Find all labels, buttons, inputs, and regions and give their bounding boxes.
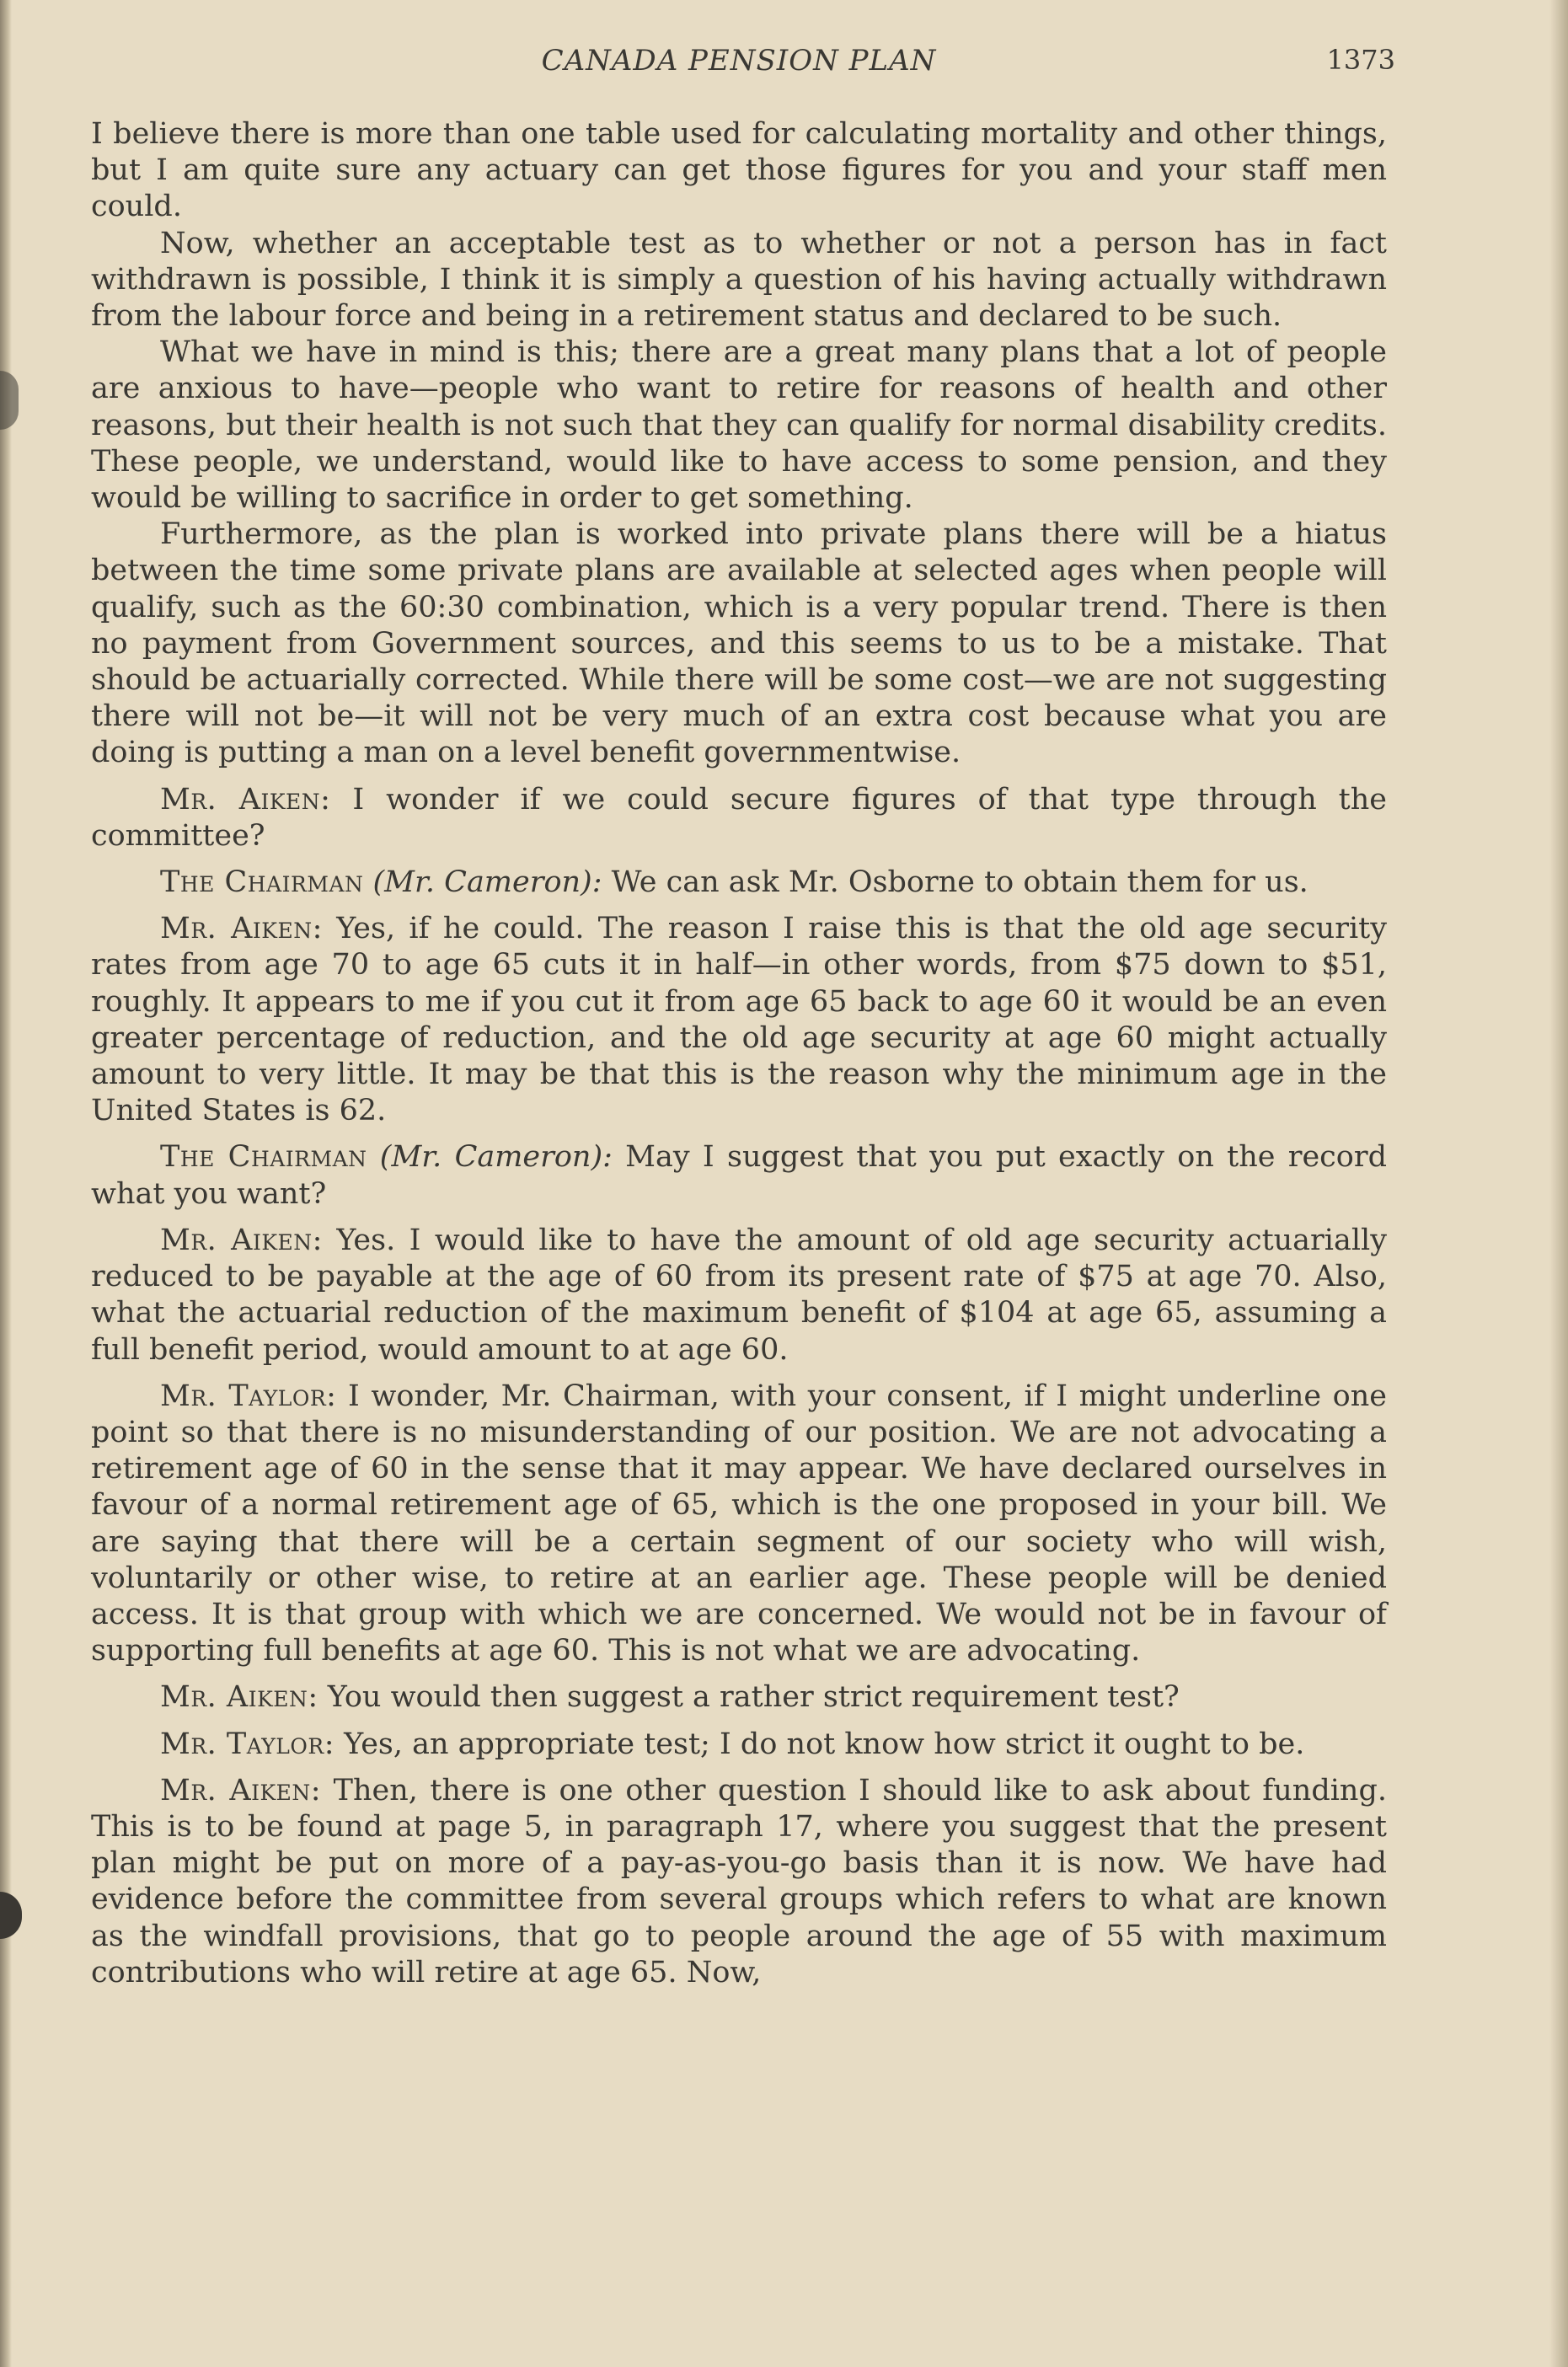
- speech-text: Yes. I would like to have the amount of old age security actuarially reduced to be payable at the age of 60 from its present rate of $75 at age 70. Also, what the actuarial reduction of the maximum benefit of $104 at age 65, assuming a full benefit period, would amount to at age 60.: [91, 1223, 1387, 1367]
- speaker-note: (Mr. Cameron):: [379, 1140, 613, 1175]
- speech-aiken-1: [91, 782, 1387, 854]
- speaker-name: Mr. Aiken:: [160, 782, 331, 817]
- speaker-name: Mr. Taylor:: [160, 1379, 337, 1413]
- speaker-name: Mr. Aiken:: [160, 912, 323, 946]
- speech-text: I wonder, Mr. Chairman, with your consent, if I might underline one point so that there is no misunderstanding of our position. We are not advocating a retirement age of 60 in the sense that it may appear. We have declared ourselves in favour of a normal retirement age of 65, which is the one proposed in your bill. We are saying that there will be a certain segment of our society who will wish, voluntarily or other wise, to retire at an earlier age. These people will be denied access. It is that group with which we are concerned. We would not be in favour of supporting full benefits at age 60. This is not what we are advocating.: [91, 1379, 1387, 1668]
- speech-chairman-1: [91, 865, 1387, 901]
- speech-text: I wonder if we could secure figures of that type through the committee?: [91, 782, 1387, 853]
- body-text: [91, 116, 1387, 1991]
- paragraph-text: Furthermore, as the plan is worked into private plans there will be a hiatus between the time some private plans are available at selected ages when people will qualify, such as the 60:30 combination, which is a very popular trend. There is then no payment from Government sources, and this seems to us to be a mistake. That should be actuarially corrected. While there will be some cost—we are not suggesting there will not be—it will not be very much of an extra cost because what you are doing is putting a man on a level benefit governmentwise.: [91, 517, 1387, 770]
- paragraph-1: [91, 116, 1387, 226]
- scan-edge-left: [0, 0, 12, 2367]
- speech-aiken-5: [91, 1773, 1387, 1991]
- page-number: 1373: [1326, 44, 1395, 76]
- binding-hole-top: [0, 371, 19, 430]
- paragraph-2: [91, 226, 1387, 335]
- speech-aiken-2: [91, 911, 1387, 1129]
- speech-aiken-3: [91, 1223, 1387, 1368]
- speech-text: You would then suggest a rather strict requirement test?: [327, 1680, 1180, 1715]
- speech-aiken-4: [91, 1679, 1387, 1716]
- speech-text: May I suggest that you put exactly on the record what you want?: [91, 1140, 1387, 1211]
- speaker-name: The Chairman: [160, 865, 364, 900]
- speech-taylor-1: [91, 1379, 1387, 1670]
- paragraph-text: What we have in mind is this; there are a great many plans that a lot of people are anxious to have—people who want to retire for reasons of health and other reasons, but their health is not such that they can qualify for normal disability credits. These people, we understand, would like to have access to some pension, and they would be willing to sacrifice in order to get something.: [91, 335, 1387, 516]
- speech-text: Yes, an appropriate test; I do not know how strict it ought to be.: [344, 1727, 1305, 1761]
- speech-chairman-2: [91, 1139, 1387, 1212]
- speaker-note: (Mr. Cameron):: [372, 865, 602, 900]
- speech-taylor-2: [91, 1727, 1387, 1763]
- speaker-name: Mr. Aiken:: [160, 1223, 323, 1257]
- paragraph-4: [91, 517, 1387, 771]
- paragraph-text: Now, whether an acceptable test as to whether or not a person has in fact withdrawn is possible, I think it is simply a question of his having actually withdrawn from the labour force and being in a retirement status and declared to be such.: [91, 226, 1387, 334]
- binding-hole-bottom: [0, 1892, 22, 1939]
- paragraph-text: I believe there is more than one table used for calculating mortality and other things, but I am quite sure any actuary can get those figures for you and your staff men could.: [91, 117, 1387, 224]
- paragraph-3: [91, 335, 1387, 517]
- document-page: [91, 44, 1395, 1991]
- speaker-name: Mr. Aiken:: [160, 1773, 322, 1807]
- speaker-name: The Chairman: [160, 1140, 367, 1175]
- running-head-title: CANADA PENSION PLAN: [541, 44, 937, 78]
- scan-edge-right: [1549, 0, 1568, 2367]
- running-head: [91, 44, 1395, 81]
- speech-text: We can ask Mr. Osborne to obtain them for us.: [611, 865, 1308, 900]
- speaker-name: Mr. Aiken:: [160, 1680, 318, 1715]
- speech-text: Yes, if he could. The reason I raise this is that the old age security rates from age 70 to age 65 cuts it in half—in other words, from $75 down to $51, roughly. It appears to me if you cut it from age 65 back to age 60 it would be an even greater percentage of reduction, and the old age security at age 60 might actually amount to very little. It may be that this is the reason why the minimum age in the United States is 62.: [91, 912, 1387, 1128]
- speaker-name: Mr. Taylor:: [160, 1727, 335, 1761]
- speech-text: Then, there is one other question I should like to ask about funding. This is to be found at page 5, in paragraph 17, where you suggest that the present plan might be put on more of a pay-as-you-go basis than it is now. We have had evidence before the committee from several groups which refers to what are known as the windfall provisions, that go to people around the age of 55 with maximum contributions who will retire at age 65. Now,: [91, 1773, 1387, 1989]
